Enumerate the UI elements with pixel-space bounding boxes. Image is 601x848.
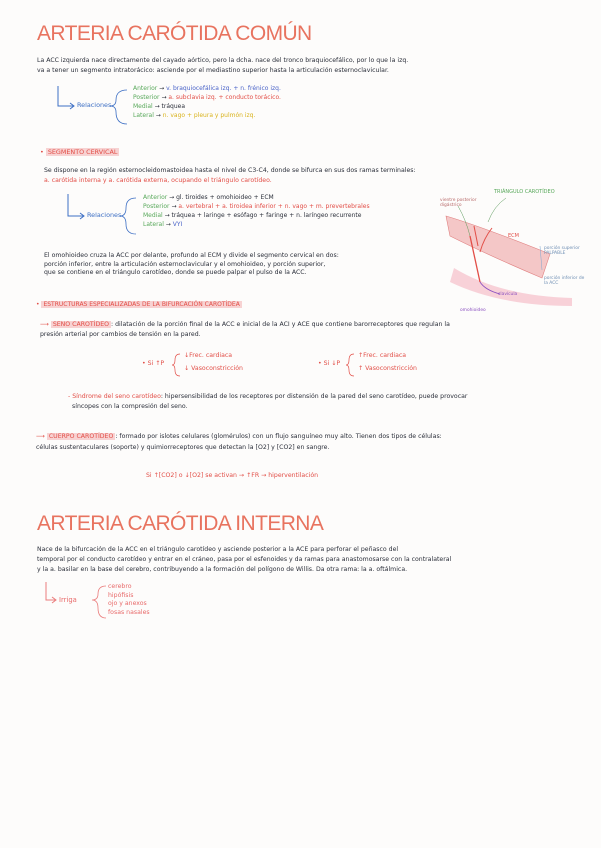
acc-relation-posterior: Posterior → a. subclavia izq. + conducto torácico.: [133, 94, 281, 101]
figure-label-lower: porción inferior de la ACC: [544, 276, 585, 287]
cervical-relation-posterior: Posterior → a. vertebral + a. tiroidea inferior + n. vago + m. prevertebrales: [143, 203, 370, 210]
acc-intro-line2: va a tener un segmento intratorácico: asciende por el mediastino superior hasta la articulación esternoclavicular.: [37, 67, 389, 74]
acc-title: ARTERIA CARÓTIDA COMÚN: [37, 22, 312, 45]
pressure-up-prefix: • Si ↑P: [142, 360, 165, 367]
irriga-label: Irriga: [59, 596, 77, 604]
formula: Si ↑[CO2] o ↓[O2] se activan → ↑FR → hiperventilación: [146, 472, 319, 479]
figure-label-upper: porción superior PALPABLE: [544, 246, 580, 257]
pressure-down-item: ↑Frec. cardiaca: [358, 352, 407, 359]
body-line1: ⟶ CUERPO CAROTÍDEO : formado por islotes celulares (glomérulos) con un flujo sanguíneo muy alto. Tienen dos tipos de células:: [36, 433, 442, 440]
figure-label-omohyoid: omohioideo: [460, 308, 486, 313]
cervical-paragraph: [44, 252, 339, 278]
syndrome-title: Síndrome del seno carotídeo: [72, 393, 161, 400]
irriga-item: cerebro: [108, 583, 132, 590]
pressure-down-item: ↑ Vasoconstricción: [358, 365, 417, 372]
pressure-up-item: ↓Frec. cardiaca: [184, 352, 233, 359]
figure-label-ecm: ECM: [508, 233, 519, 239]
body-title: CUERPO CAROTÍDEO: [48, 433, 114, 440]
syndrome-line2: síncopes con la compresión del seno.: [72, 403, 188, 410]
sinus-line2: presión arterial por cambios de tensión en la pared.: [40, 331, 201, 338]
figure-label-digastric: vientre posterior digástrico: [440, 198, 477, 209]
cervical-line2: a. carótida interna y a. carótida externa, ocupando el triángulo carotídeo.: [44, 177, 272, 184]
irriga-item: hipófisis: [108, 591, 134, 599]
irriga-item: ojo y anexos: [108, 600, 147, 608]
acc-relations-list: [133, 84, 281, 120]
cervical-heading: • SEGMENTO CERVICAL: [40, 148, 118, 156]
cervical-relations-label: Relaciones: [87, 211, 122, 219]
aci-line1: Nace de la bifurcación de la ACC en el triángulo carotídeo y asciende posterior a la ACE para perforar el peñasco del: [37, 546, 399, 553]
cervical-para-line: que se contiene en el triángulo carotídeo, donde se puede palpar el pulso de la ACC.: [44, 269, 307, 277]
cervical-para-line: porción inferior, entre la articulación esternoclavicular y el omohioideo, y porción superior,: [44, 260, 326, 268]
aci-line3: y la a. basilar en la base del cerebro, contribuyendo a la formación del polígono de Willis. Da otra rama: la a. oftálmica.: [37, 566, 408, 573]
acc-relation-lateral: Lateral → n. vago + pleura y pulmón izq.: [133, 112, 256, 119]
pressure-up-item: ↓ Vasoconstricción: [184, 365, 243, 372]
sinus-line1: ⟶ SENO CAROTÍDEO : dilatación de la porción final de la ACC e inicial de la ACI y ACE que contiene barorreceptores que regulan la: [40, 321, 450, 328]
acc-intro-line1: La ACC izquierda nace directamente del cayado aórtico, pero la dcha. nace del tronco braquiocefálico, por lo que la izq.: [37, 57, 409, 64]
acc-relation-medial: Medial → tráquea: [133, 103, 186, 110]
acc-relation-anterior: Anterior → v. braquiocefálica izq. + n. frénico izq.: [133, 85, 281, 92]
carotid-triangle-figure: [440, 186, 588, 316]
body-line2: células sustentaculares (soporte) y quimiorreceptores que detectan la [O2] y [CO2] en sangre.: [36, 444, 330, 451]
aci-line2: temporal por el conducto carotídeo y entrar en el cráneo, pasa por el esfenoides y da ramas para anastomosarse con la contralateral: [37, 556, 452, 563]
figure-label-clavicle: clavícula: [498, 292, 518, 297]
cervical-para-line: El omohioideo cruza la ACC por delante, profundo al ECM y divide el segmento cervical en dos:: [44, 252, 339, 259]
cervical-line1: Se dispone en la región esternocleidomastoidea hasta el nivel de C3-C4, donde se bifurca en sus dos ramas terminales:: [44, 167, 416, 174]
brace-icon: [172, 352, 182, 378]
brace-icon: [346, 352, 356, 378]
cervical-relation-medial: Medial → tráquea + laringe + esófago + faringe + n. laríngeo recurrente: [143, 212, 362, 219]
cervical-relation-lateral: Lateral → VYI: [143, 221, 183, 228]
pressure-down-prefix: • Si ↓P: [318, 360, 341, 367]
specializations-heading: • ESTRUCTURAS ESPECIALIZADAS DE LA BIFURCACIÓN CAROTÍDEA: [36, 301, 240, 308]
cervical-relation-anterior: Anterior → gl. tiroides + omohioideo + ECM: [143, 194, 274, 201]
cervical-relations-list: [143, 193, 370, 229]
sinus-title: SENO CAROTÍDEO: [52, 321, 110, 328]
acc-relations-label: Relaciones: [77, 101, 112, 109]
irriga-item: fosas nasales: [108, 608, 150, 616]
syndrome-line1: - Síndrome del seno carotídeo: hipersensibilidad de los receptores por distensión de la pared del seno carotídeo, puede provocar: [68, 393, 468, 400]
irriga-list: [108, 583, 150, 617]
figure-caption: TRIÁNGULO CAROTÍDEO: [494, 189, 555, 195]
aci-title: ARTERIA CARÓTIDA INTERNA: [37, 512, 324, 535]
